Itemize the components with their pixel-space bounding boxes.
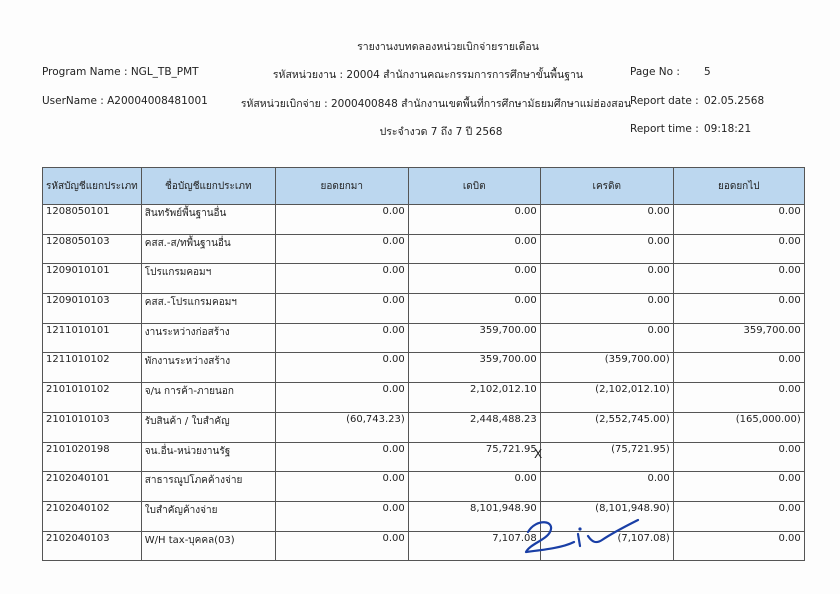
column-header-brought-forward: ยอดยกมา [275, 168, 408, 205]
carried-forward-cell: 0.00 [673, 472, 804, 502]
credit-cell: (2,552,745.00) [540, 412, 673, 442]
account-code-cell: 1208050103 [43, 234, 142, 264]
table-row [43, 412, 805, 442]
account-code-cell: 1209010101 [43, 264, 142, 294]
report-title: รายงานงบทดลองหน่วยเบิกจ่ายรายเดือน [357, 41, 539, 53]
account-name-cell: W/H tax-บุคคล(03) [141, 531, 275, 561]
credit-cell: 0.00 [540, 205, 673, 235]
debit-cell: 2,102,012.10 [408, 383, 540, 413]
account-name-cell: สาธารณูปโภคค้างจ่าย [141, 472, 275, 502]
carried-forward-cell: 0.00 [673, 234, 804, 264]
table-header-row [43, 168, 805, 205]
table-row [43, 353, 805, 383]
account-code-cell: 1211010102 [43, 353, 142, 383]
brought-forward-cell: 0.00 [275, 442, 408, 472]
brought-forward-cell: 0.00 [275, 323, 408, 353]
brought-forward-cell: 0.00 [275, 205, 408, 235]
table-body [43, 205, 805, 561]
account-code-cell: 1208050101 [43, 205, 142, 235]
column-header-credit: เครดิต [540, 168, 673, 205]
credit-cell: (75,721.95) [540, 442, 673, 472]
credit-cell: (359,700.00) [540, 353, 673, 383]
credit-cell: (2,102,012.10) [540, 383, 673, 413]
credit-cell: 0.00 [540, 323, 673, 353]
brought-forward-cell: 0.00 [275, 234, 408, 264]
debit-cell: 7,107.08 [408, 531, 540, 561]
trial-balance-table [42, 167, 805, 561]
handwritten-x-mark: X [534, 447, 543, 461]
disbursing-unit-line: รหัสหน่วยเบิกจ่าย : 2000400848 สำนักงานเขตพื้นที่การศึกษามัธยมศึกษาแม่ฮ่องสอน [240, 98, 632, 110]
report-time-value: 09:18:21 [704, 123, 752, 135]
credit-cell: (8,101,948.90) [540, 501, 673, 531]
brought-forward-cell: 0.00 [275, 383, 408, 413]
program-name: Program Name : NGL_TB_PMT [42, 66, 199, 78]
debit-cell: 359,700.00 [408, 323, 540, 353]
account-name-cell: งานระหว่างก่อสร้าง [141, 323, 275, 353]
report-date-value: 02.05.2568 [704, 95, 765, 107]
table-row [43, 264, 805, 294]
table-row [43, 234, 805, 264]
credit-cell: 0.00 [540, 472, 673, 502]
debit-cell: 0.00 [408, 234, 540, 264]
credit-cell: 0.00 [540, 234, 673, 264]
account-name-cell: จน.อื่น-หน่วยงานรัฐ [141, 442, 275, 472]
carried-forward-cell: 0.00 [673, 442, 804, 472]
table-row [43, 205, 805, 235]
brought-forward-cell: 0.00 [275, 501, 408, 531]
debit-cell: 0.00 [408, 472, 540, 502]
table-row [43, 501, 805, 531]
brought-forward-cell: 0.00 [275, 264, 408, 294]
brought-forward-cell: (60,743.23) [275, 412, 408, 442]
carried-forward-cell: 0.00 [673, 501, 804, 531]
carried-forward-cell: 0.00 [673, 264, 804, 294]
table-row [43, 294, 805, 324]
handwritten-signature [522, 512, 642, 558]
carried-forward-cell: (165,000.00) [673, 412, 804, 442]
account-code-cell: 2102040103 [43, 531, 142, 561]
debit-cell: 75,721.95 [408, 442, 540, 472]
debit-cell: 0.00 [408, 294, 540, 324]
table-row [43, 383, 805, 413]
debit-cell: 2,448,488.23 [408, 412, 540, 442]
column-header-account-code: รหัสบัญชีแยกประเภท [43, 168, 142, 205]
account-code-cell: 2101010102 [43, 383, 142, 413]
carried-forward-cell: 359,700.00 [673, 323, 804, 353]
brought-forward-cell: 0.00 [275, 472, 408, 502]
debit-cell: 8,101,948.90 [408, 501, 540, 531]
carried-forward-cell: 0.00 [673, 294, 804, 324]
brought-forward-cell: 0.00 [275, 294, 408, 324]
table-row [43, 531, 805, 561]
account-name-cell: คสส.-ส/ทพื้นฐานอื่น [141, 234, 275, 264]
account-name-cell: ใบสำคัญค้างจ่าย [141, 501, 275, 531]
account-name-cell: คสส.-โปรแกรมคอมฯ [141, 294, 275, 324]
report-date-label: Report date : [630, 95, 699, 107]
user-name: UserName : A20004008481001 [42, 95, 208, 107]
carried-forward-cell: 0.00 [673, 353, 804, 383]
carried-forward-cell: 0.00 [673, 205, 804, 235]
account-name-cell: พักงานระหว่างสร้าง [141, 353, 275, 383]
debit-cell: 359,700.00 [408, 353, 540, 383]
agency-line: รหัสหน่วยงาน : 20004 สำนักงานคณะกรรมการการศึกษาขั้นพื้นฐาน [272, 69, 584, 81]
account-name-cell: โปรแกรมคอมฯ [141, 264, 275, 294]
brought-forward-cell: 0.00 [275, 531, 408, 561]
column-header-account-name: ชื่อบัญชีแยกประเภท [141, 168, 275, 205]
account-name-cell: สินทรัพย์พื้นฐานอื่น [141, 205, 275, 235]
debit-cell: 0.00 [408, 205, 540, 235]
credit-cell: 0.00 [540, 264, 673, 294]
page-label: Page No : [630, 66, 680, 78]
carried-forward-cell: 0.00 [673, 531, 804, 561]
report-time-label: Report time : [630, 123, 699, 135]
credit-cell: (7,107.08) [540, 531, 673, 561]
carried-forward-cell: 0.00 [673, 383, 804, 413]
page-value: 5 [704, 66, 711, 78]
debit-cell: 0.00 [408, 264, 540, 294]
account-name-cell: จ/น การค้า-ภายนอก [141, 383, 275, 413]
column-header-carried-forward: ยอดยกไป [673, 168, 804, 205]
account-code-cell: 2102040101 [43, 472, 142, 502]
table-row [43, 323, 805, 353]
account-code-cell: 1211010101 [43, 323, 142, 353]
column-header-debit: เดบิต [408, 168, 540, 205]
table-row [43, 472, 805, 502]
account-code-cell: 2101010103 [43, 412, 142, 442]
period-line: ประจำงวด 7 ถึง 7 ปี 2568 [379, 126, 503, 138]
credit-cell: 0.00 [540, 294, 673, 324]
brought-forward-cell: 0.00 [275, 353, 408, 383]
table-row [43, 442, 805, 472]
account-name-cell: รับสินค้า / ใบสำคัญ [141, 412, 275, 442]
account-code-cell: 1209010103 [43, 294, 142, 324]
account-code-cell: 2102040102 [43, 501, 142, 531]
account-code-cell: 2101020198 [43, 442, 142, 472]
